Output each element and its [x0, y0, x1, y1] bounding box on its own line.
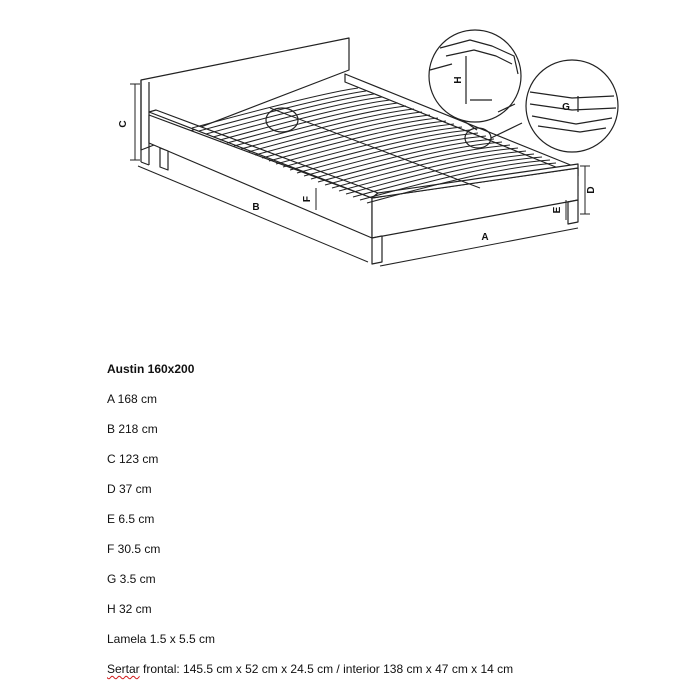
product-title: Austin 160x200	[107, 362, 195, 376]
dimension-label-g: G	[562, 102, 570, 113]
spec-h: H 32 cm	[107, 602, 152, 616]
spec-e: E 6.5 cm	[107, 512, 155, 526]
spec-drawer	[107, 662, 667, 676]
dimension-label-f: F	[302, 195, 313, 203]
specifications	[107, 362, 667, 676]
dimension-label-a: A	[481, 232, 489, 243]
spec-drawer-dimensions: frontal: 145.5 cm x 52 cm x 24.5 cm / interior 138 cm x 47 cm x 14 cm	[139, 662, 514, 676]
spec-f: F 30.5 cm	[107, 542, 161, 556]
spec-b: B 218 cm	[107, 422, 158, 436]
detail-view-g	[526, 60, 618, 152]
spec-g: G 3.5 cm	[107, 572, 156, 586]
dimension-label-d: D	[586, 186, 597, 194]
spec-c: C 123 cm	[107, 452, 159, 466]
dimension-label-e: E	[552, 206, 563, 214]
dimension-label-h: H	[453, 76, 464, 84]
spec-a: A 168 cm	[107, 392, 158, 406]
spell-check-word: Sertar	[107, 662, 140, 676]
detail-view-h	[429, 30, 521, 122]
dimension-label-b: B	[252, 202, 260, 213]
spec-d: D 37 cm	[107, 482, 152, 496]
bed-technical-drawing	[0, 0, 700, 300]
spec-slat: Lamela 1.5 x 5.5 cm	[107, 632, 216, 646]
dimension-label-c: C	[118, 120, 129, 128]
